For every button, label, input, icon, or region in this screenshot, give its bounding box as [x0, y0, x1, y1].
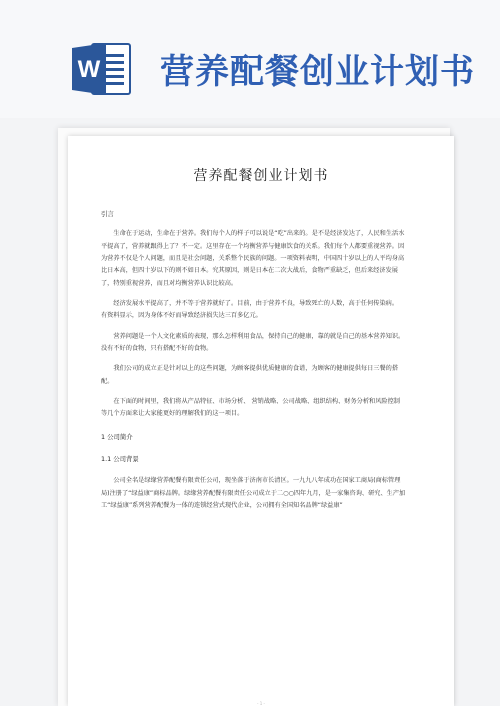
banner: [0, 0, 500, 118]
section-heading: 引言: [101, 210, 114, 218]
body-paragraph: 经济发展水平提高了，并不等于营养就好了。目前，由于营养不良，导致死亡的人数，高于任何传染病。 有资料显示，因为身体不好而导致经济损失达三百多亿元。: [101, 300, 399, 320]
body-paragraph: 公司全名是绿缘营养配餐有限责任公司，现坐落于济南市长清区。一九九八年成功在国家工商局(商标管理局)注册了“绿益康”商标品牌。绿缘营养配餐有限责任公司成立于二○○四年九月，是一家集咨询、研究、生产加工“绿益康”系列营养配餐为一体的连锁经营式现代企业，公司拥有全国知名品牌“绿益康”: [101, 477, 406, 510]
body-paragraph: 我们公司的成立正是针对以上的这些问题，为顾客提供优质健康的食谱，为顾客的健康提供每日三餐的搭配。: [101, 365, 399, 385]
section-heading: 1.1 公司背景: [101, 455, 139, 464]
logo-letter: W: [77, 56, 101, 83]
body-paragraph: 营养问题是一个人文化素质的表现，那么怎样利用食品，保持自己的健康，靠的就是自己的基本营养知识。 没有不好的食物，只有搭配不好的食物。: [101, 332, 405, 353]
banner-title: 营养配餐创业计划书: [160, 52, 475, 92]
body-paragraph: 在下面的时间里，我们将从产品特征、市场分析、 营销战略、公司战略、组织结构、财务分析和风险控制等几个方面来让大家能更好的理解我们的这一项目。: [101, 397, 400, 418]
document-body: [101, 208, 406, 521]
word-document-icon: [70, 40, 132, 98]
section-heading: 1 公司简介: [101, 432, 133, 441]
document-title: 营养配餐创业计划书: [193, 168, 329, 184]
document-page: [68, 136, 454, 706]
page-number: - 1 -: [257, 701, 265, 706]
body-paragraph: 生命在于运动，生命在于营养。我们每个人的样子可以说是“吃”出来的。是不是经济发达了，人民和生活水平提高了，营养就跟得上了？不一定。这里存在一个均衡营养与健康饮食的关系。我们每个人都要重视营养。因为营养不仅是个人问题，而且是社会问题，关系整个民族的问题。一项资料表明，中国四十岁以上的人平均身高比日本高，但四十岁以下的则不如日本。究其原因，则是日本在二次大战后，食物严重缺乏，但后来经济发展了，特别重视营养，而且对均衡营养认识比较高。: [101, 230, 405, 287]
